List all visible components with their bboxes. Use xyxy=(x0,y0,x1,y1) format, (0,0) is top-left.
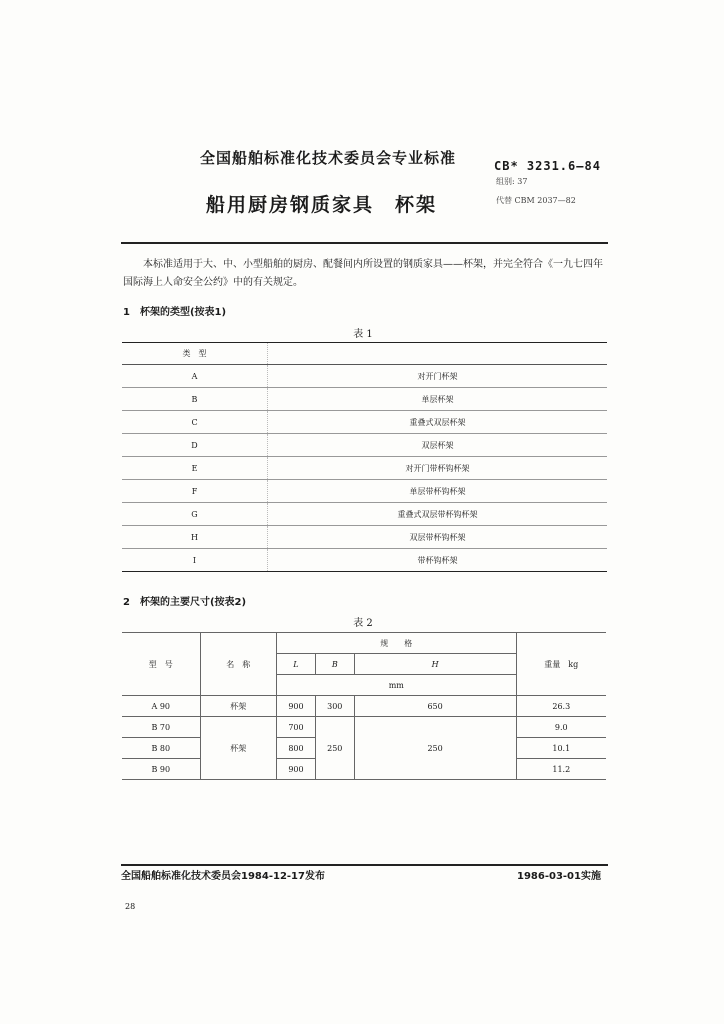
table-row xyxy=(122,457,607,480)
document-title: 船用厨房钢质家具 杯架 xyxy=(206,194,438,216)
page-number: 28 xyxy=(125,902,136,911)
header-rule xyxy=(121,242,608,244)
table-row xyxy=(122,343,607,365)
weight-cell: 9.0 xyxy=(516,717,606,738)
type-cell: I xyxy=(122,549,268,572)
table-header-row xyxy=(122,633,606,654)
table-header-desc xyxy=(268,343,608,365)
effective-date: 1986-03-01实施 xyxy=(517,871,601,882)
type-cell: B xyxy=(122,388,268,411)
table-2 xyxy=(122,632,606,780)
header-unit: mm xyxy=(277,675,516,696)
type-cell: H xyxy=(122,526,268,549)
table-row xyxy=(122,526,607,549)
type-cell: F xyxy=(122,480,268,503)
desc-cell: 单层带杯钩杯架 xyxy=(268,480,608,503)
table-1 xyxy=(122,342,607,572)
table-row xyxy=(122,717,606,738)
header-B: B xyxy=(315,654,354,675)
replaces-standard: 代替 CBM 2037—82 xyxy=(496,196,576,205)
header-weight: 重量 kg xyxy=(516,633,606,696)
weight-cell: 11.2 xyxy=(516,759,606,780)
type-cell: E xyxy=(122,457,268,480)
L-cell: 900 xyxy=(277,696,316,717)
table-row xyxy=(122,388,607,411)
header-L: L xyxy=(277,654,316,675)
standard-code: CB* 3231.6—84 xyxy=(494,159,601,173)
desc-cell: 重叠式双层带杯钩杯架 xyxy=(268,503,608,526)
issue-date: 全国船舶标准化技术委员会1984-12-17发布 xyxy=(121,871,325,882)
L-cell: 800 xyxy=(277,738,316,759)
L-cell: 900 xyxy=(277,759,316,780)
desc-cell: 对开门带杯钩杯架 xyxy=(268,457,608,480)
table-1-caption: 表 1 xyxy=(353,329,373,340)
table-row xyxy=(122,549,607,572)
desc-cell: 双层带杯钩杯架 xyxy=(268,526,608,549)
table-row xyxy=(122,503,607,526)
table-row xyxy=(122,411,607,434)
table-header-type: 类 型 xyxy=(122,343,268,365)
desc-cell: 带杯钩杯架 xyxy=(268,549,608,572)
weight-cell: 26.3 xyxy=(516,696,606,717)
type-cell: D xyxy=(122,434,268,457)
name-cell: 杯架 xyxy=(200,717,277,780)
B-cell: 250 xyxy=(315,717,354,780)
table-2-caption: 表 2 xyxy=(353,618,373,629)
header-model: 型 号 xyxy=(122,633,200,696)
name-cell: 杯架 xyxy=(200,696,277,717)
desc-cell: 双层杯架 xyxy=(268,434,608,457)
H-cell: 250 xyxy=(354,717,516,780)
issuing-organization: 全国船舶标准化技术委员会专业标准 xyxy=(200,149,457,167)
header-name: 名 称 xyxy=(200,633,277,696)
section-2-heading: 2 杯架的主要尺寸(按表2) xyxy=(123,597,247,608)
type-cell: G xyxy=(122,503,268,526)
type-cell: C xyxy=(122,411,268,434)
classification-group: 组别: 37 xyxy=(496,177,528,186)
table-row xyxy=(122,365,607,388)
header-H: H xyxy=(354,654,516,675)
model-cell: B 70 xyxy=(122,717,200,738)
L-cell: 700 xyxy=(277,717,316,738)
model-cell: B 90 xyxy=(122,759,200,780)
table-row xyxy=(122,480,607,503)
desc-cell: 重叠式双层杯架 xyxy=(268,411,608,434)
B-cell: 300 xyxy=(315,696,354,717)
header-spec: 规 格 xyxy=(277,633,516,654)
desc-cell: 对开门杯架 xyxy=(268,365,608,388)
footer-rule xyxy=(121,864,608,866)
type-cell: A xyxy=(122,365,268,388)
table-row xyxy=(122,696,606,717)
intro-paragraph: 本标准适用于大、中、小型船舶的厨房、配餐间内所设置的钢质家具——杯架，并完全符合《一九七四年国际海上人命安全公约》中的有关规定。 xyxy=(123,259,603,288)
weight-cell: 10.1 xyxy=(516,738,606,759)
model-cell: B 80 xyxy=(122,738,200,759)
section-1-heading: 1 杯架的类型(按表1) xyxy=(123,307,227,318)
model-cell: A 90 xyxy=(122,696,200,717)
table-row xyxy=(122,434,607,457)
desc-cell: 单层杯架 xyxy=(268,388,608,411)
H-cell: 650 xyxy=(354,696,516,717)
